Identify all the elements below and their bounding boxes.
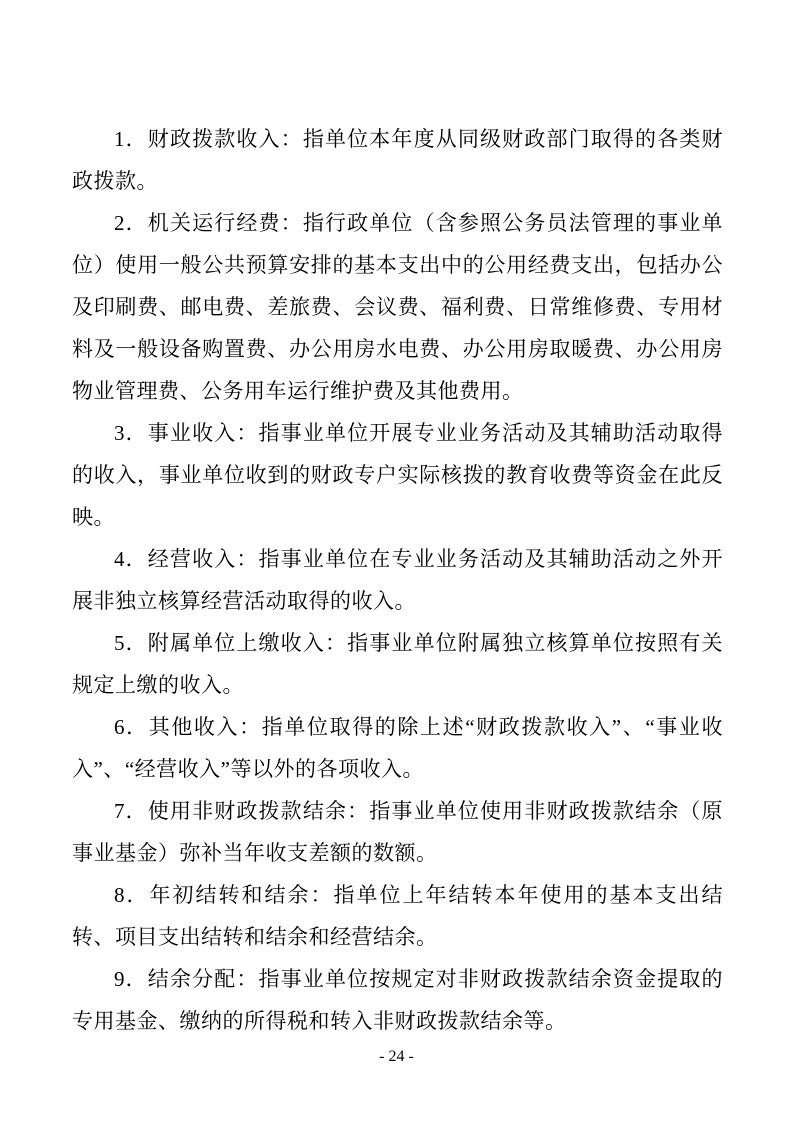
page-number: - 24 - bbox=[379, 1048, 414, 1065]
document-body bbox=[72, 118, 723, 1042]
paragraph-institutional-income: 3．事业收入：指事业单位开展专业业务活动及其辅助活动取得的收入，事业单位收到的财政专户实际核拨的教育收费等资金在此反映。 bbox=[72, 421, 723, 529]
paragraph-beginning-year-carryover: 8．年初结转和结余：指单位上年结转本年使用的基本支出结转、项目支出结转和结余和经营结余。 bbox=[72, 883, 723, 949]
paragraph-balance-distribution: 9．结余分配：指事业单位按规定对非财政拨款结余资金提取的专用基金、缴纳的所得税和转入非财政拨款结余等。 bbox=[72, 967, 723, 1033]
paragraph-subsidiary-remitted-income: 5．附属单位上缴收入：指事业单位附属独立核算单位按照有关规定上缴的收入。 bbox=[72, 631, 723, 697]
paragraph-operating-income: 4．经营收入：指事业单位在专业业务活动及其辅助活动之外开展非独立核算经营活动取得的收入。 bbox=[72, 547, 723, 613]
paragraph-agency-operating-expenses: 2．机关运行经费：指行政单位（含参照公务员法管理的事业单位）使用一般公共预算安排的基本支出中的公用经费支出，包括办公及印刷费、邮电费、差旅费、会议费、福利费、日常维修费、专用材料及一般设备购置费、办公用房水电费、办公用房取暖费、办公用房物业管理费、公务用车运行维护费及其他费用。 bbox=[72, 211, 723, 403]
paragraph-non-fiscal-balance-usage: 7．使用非财政拨款结余：指事业单位使用非财政拨款结余（原事业基金）弥补当年收支差额的数额。 bbox=[72, 799, 723, 865]
paragraph-other-income: 6．其他收入：指单位取得的除上述“财政拨款收入”、“事业收入”、“经营收入”等以外的各项收入。 bbox=[72, 715, 723, 781]
paragraph-fiscal-appropriation-income: 1．财政拨款收入：指单位本年度从同级财政部门取得的各类财政拨款。 bbox=[72, 127, 723, 193]
